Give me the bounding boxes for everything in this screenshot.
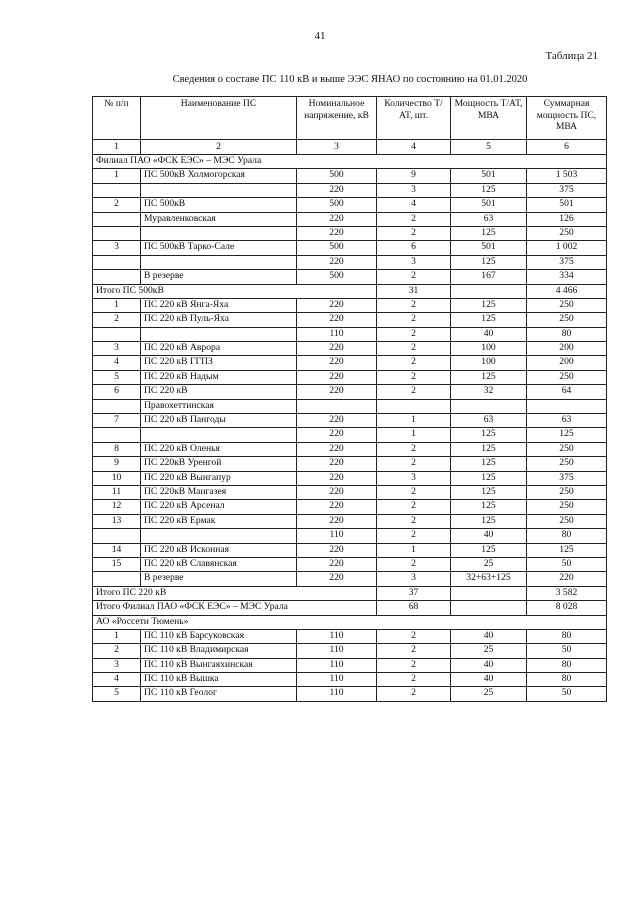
header-cell: Суммарная мощность ПС, МВА xyxy=(527,97,607,140)
column-number: 1 xyxy=(93,140,141,155)
row-number-cell: 2 xyxy=(93,313,141,327)
transformer-power-cell: 125 xyxy=(451,514,527,528)
transformer-count-cell: 2 xyxy=(377,529,451,543)
total-count-cell: 31 xyxy=(377,284,451,298)
transformer-power-cell: 25 xyxy=(451,687,527,701)
transformer-power-cell: 40 xyxy=(451,629,527,643)
transformer-count-cell: 2 xyxy=(377,370,451,384)
transformer-count-cell: 2 xyxy=(377,442,451,456)
table-row xyxy=(93,226,607,240)
transformer-power-cell: 25 xyxy=(451,557,527,571)
row-number-cell xyxy=(93,399,141,413)
transformer-power-cell: 167 xyxy=(451,270,527,284)
voltage-cell: 220 xyxy=(297,385,377,399)
table-row xyxy=(93,298,607,312)
table-row xyxy=(93,529,607,543)
substation-name-cell: В резерве xyxy=(141,572,297,586)
column-number-row xyxy=(93,140,607,155)
table-row xyxy=(93,385,607,399)
total-power-cell: 250 xyxy=(527,370,607,384)
table-row xyxy=(93,572,607,586)
substation-name-cell: ПС 110 кВ Геолог xyxy=(141,687,297,701)
substation-name-cell: ПС 220 кВ Янга-Яха xyxy=(141,298,297,312)
substation-name-cell: В резерве xyxy=(141,270,297,284)
transformer-count-cell: 3 xyxy=(377,255,451,269)
voltage-cell: 220 xyxy=(297,557,377,571)
section-title: Филиал ПАО «ФСК ЕЭС» – МЭС Урала xyxy=(93,155,607,169)
transformer-count-cell: 2 xyxy=(377,385,451,399)
transformer-count-cell: 3 xyxy=(377,572,451,586)
substation-name-cell: ПС 220 кВ Исконная xyxy=(141,543,297,557)
total-power-cell: 375 xyxy=(527,471,607,485)
row-number-cell: 15 xyxy=(93,557,141,571)
total-power-cell: 125 xyxy=(527,543,607,557)
page-number: 41 xyxy=(314,30,326,42)
transformer-power-cell: 25 xyxy=(451,644,527,658)
total-power-cell: 250 xyxy=(527,226,607,240)
transformer-count-cell: 6 xyxy=(377,241,451,255)
table-row xyxy=(93,557,607,571)
voltage-cell: 220 xyxy=(297,414,377,428)
transformer-count-cell: 2 xyxy=(377,226,451,240)
total-power-cell: 50 xyxy=(527,644,607,658)
total-count-cell: 37 xyxy=(377,586,451,600)
total-power-cell: 63 xyxy=(527,414,607,428)
substation-name-cell: ПС 220 кВ Пангоды xyxy=(141,414,297,428)
voltage-cell: 220 xyxy=(297,298,377,312)
transformer-count-cell: 2 xyxy=(377,687,451,701)
transformer-power-cell: 125 xyxy=(451,255,527,269)
table-row xyxy=(93,629,607,643)
transformer-count-cell: 2 xyxy=(377,658,451,672)
substation-name-cell: Правохеттинская xyxy=(141,399,297,413)
table-row xyxy=(93,313,607,327)
transformer-power-cell: 125 xyxy=(451,457,527,471)
transformer-count-cell: 2 xyxy=(377,313,451,327)
total-power-cell xyxy=(527,399,607,413)
transformer-power-cell: 40 xyxy=(451,673,527,687)
section-title: АО «Россети Тюмень» xyxy=(93,615,607,629)
voltage-cell: 110 xyxy=(297,327,377,341)
total-power-cell: 250 xyxy=(527,485,607,499)
transformer-count-cell: 2 xyxy=(377,298,451,312)
table-row xyxy=(93,658,607,672)
row-number-cell xyxy=(93,212,141,226)
total-power-cell: 50 xyxy=(527,687,607,701)
table-row xyxy=(93,370,607,384)
row-number-cell: 7 xyxy=(93,414,141,428)
total-power-cell: 501 xyxy=(527,198,607,212)
document-title: Сведения о составе ПС 110 кВ и выше ЭЭС ЯНАО по состоянию на 01.01.2020 xyxy=(172,74,528,85)
substation-name-cell: ПС 220 кВ Пуль-Яха xyxy=(141,313,297,327)
total-power-cell xyxy=(451,586,527,600)
substation-name-cell: ПС 220кВ Уренгой xyxy=(141,457,297,471)
voltage-cell xyxy=(297,399,377,413)
table-row xyxy=(93,442,607,456)
row-number-cell: 9 xyxy=(93,457,141,471)
transformer-power-cell: 63 xyxy=(451,212,527,226)
substation-name-cell: ПС 220 кВ Арсенал xyxy=(141,500,297,514)
table-row xyxy=(93,414,607,428)
voltage-cell: 220 xyxy=(297,485,377,499)
transformer-power-cell: 125 xyxy=(451,442,527,456)
total-count-cell: 68 xyxy=(377,601,451,615)
total-power-cell: 250 xyxy=(527,442,607,456)
total-power-cell: 334 xyxy=(527,270,607,284)
voltage-cell: 220 xyxy=(297,342,377,356)
substation-name-cell: ПС 110 кВ Барсуковская xyxy=(141,629,297,643)
voltage-cell: 220 xyxy=(297,212,377,226)
table-row xyxy=(93,212,607,226)
transformer-count-cell: 2 xyxy=(377,485,451,499)
substation-name-cell xyxy=(141,327,297,341)
voltage-cell: 220 xyxy=(297,255,377,269)
total-sum-cell: 8 028 xyxy=(527,601,607,615)
total-power-cell: 1 002 xyxy=(527,241,607,255)
voltage-cell: 110 xyxy=(297,658,377,672)
substation-name-cell: ПС 110 кВ Владимирская xyxy=(141,644,297,658)
row-number-cell: 14 xyxy=(93,543,141,557)
table-row xyxy=(93,428,607,442)
transformer-power-cell: 125 xyxy=(451,313,527,327)
total-power-cell: 220 xyxy=(527,572,607,586)
transformer-count-cell: 1 xyxy=(377,414,451,428)
voltage-cell: 220 xyxy=(297,457,377,471)
total-power-cell: 200 xyxy=(527,342,607,356)
header-cell: № п/п xyxy=(93,97,141,140)
total-power-cell xyxy=(451,601,527,615)
total-row xyxy=(93,284,607,298)
transformer-power-cell: 100 xyxy=(451,342,527,356)
substation-name-cell xyxy=(141,183,297,197)
voltage-cell: 500 xyxy=(297,198,377,212)
total-power-cell: 1 503 xyxy=(527,169,607,183)
voltage-cell: 220 xyxy=(297,572,377,586)
column-number: 3 xyxy=(297,140,377,155)
substation-name-cell: ПС 110 кВ Вынгаяхинская xyxy=(141,658,297,672)
row-number-cell xyxy=(93,529,141,543)
transformer-power-cell: 100 xyxy=(451,356,527,370)
row-number-cell: 1 xyxy=(93,629,141,643)
substation-name-cell: ПС 110 кВ Вышка xyxy=(141,673,297,687)
substation-name-cell: ПС 500кВ Холмогорская xyxy=(141,169,297,183)
substation-name-cell xyxy=(141,428,297,442)
voltage-cell: 220 xyxy=(297,313,377,327)
column-number: 2 xyxy=(141,140,297,155)
transformer-count-cell: 3 xyxy=(377,471,451,485)
row-number-cell: 6 xyxy=(93,385,141,399)
transformer-power-cell: 501 xyxy=(451,241,527,255)
total-power-cell: 250 xyxy=(527,298,607,312)
row-number-cell: 4 xyxy=(93,356,141,370)
transformer-count-cell: 2 xyxy=(377,514,451,528)
total-power-cell: 250 xyxy=(527,500,607,514)
total-power-cell: 375 xyxy=(527,255,607,269)
transformer-count-cell: 2 xyxy=(377,644,451,658)
row-number-cell: 3 xyxy=(93,342,141,356)
table-row xyxy=(93,644,607,658)
voltage-cell: 220 xyxy=(297,356,377,370)
row-number-cell xyxy=(93,270,141,284)
total-power-cell: 64 xyxy=(527,385,607,399)
voltage-cell: 220 xyxy=(297,500,377,514)
row-number-cell: 4 xyxy=(93,673,141,687)
row-number-cell: 8 xyxy=(93,442,141,456)
voltage-cell: 220 xyxy=(297,514,377,528)
transformer-power-cell: 125 xyxy=(451,485,527,499)
row-number-cell: 5 xyxy=(93,687,141,701)
transformer-power-cell: 125 xyxy=(451,298,527,312)
total-label: Итого Филиал ПАО «ФСК ЕЭС» – МЭС Урала xyxy=(93,601,377,615)
row-number-cell: 3 xyxy=(93,241,141,255)
row-number-cell: 2 xyxy=(93,644,141,658)
table-row xyxy=(93,183,607,197)
transformer-count-cell: 4 xyxy=(377,198,451,212)
transformer-power-cell: 125 xyxy=(451,370,527,384)
voltage-cell: 220 xyxy=(297,428,377,442)
row-number-cell: 12 xyxy=(93,500,141,514)
transformer-count-cell: 3 xyxy=(377,183,451,197)
transformer-power-cell: 40 xyxy=(451,529,527,543)
total-row xyxy=(93,601,607,615)
substation-name-cell: ПС 220 кВ Надым xyxy=(141,370,297,384)
total-power-cell: 80 xyxy=(527,327,607,341)
transformer-power-cell: 125 xyxy=(451,428,527,442)
table-header xyxy=(93,97,607,155)
table-label: Таблица 21 xyxy=(545,50,598,62)
substation-name-cell xyxy=(141,226,297,240)
voltage-cell: 110 xyxy=(297,529,377,543)
voltage-cell: 500 xyxy=(297,169,377,183)
voltage-cell: 110 xyxy=(297,687,377,701)
total-power-cell: 250 xyxy=(527,313,607,327)
table-row xyxy=(93,342,607,356)
voltage-cell: 500 xyxy=(297,241,377,255)
voltage-cell: 110 xyxy=(297,629,377,643)
total-row xyxy=(93,586,607,600)
header-row xyxy=(93,97,607,140)
table-row xyxy=(93,327,607,341)
row-number-cell: 5 xyxy=(93,370,141,384)
column-number: 5 xyxy=(451,140,527,155)
total-sum-cell: 4 466 xyxy=(527,284,607,298)
total-power-cell: 250 xyxy=(527,457,607,471)
row-number-cell xyxy=(93,428,141,442)
transformer-count-cell: 2 xyxy=(377,212,451,226)
total-label: Итого ПС 500кВ xyxy=(93,284,377,298)
table-row xyxy=(93,457,607,471)
section-row xyxy=(93,615,607,629)
table-row xyxy=(93,485,607,499)
row-number-cell xyxy=(93,255,141,269)
transformer-power-cell: 125 xyxy=(451,471,527,485)
total-power-cell: 50 xyxy=(527,557,607,571)
total-power-cell: 80 xyxy=(527,673,607,687)
table-row xyxy=(93,241,607,255)
table-row xyxy=(93,471,607,485)
total-power-cell: 375 xyxy=(527,183,607,197)
transformer-power-cell: 32+63+125 xyxy=(451,572,527,586)
header-cell: Номинальное напряжение, кВ xyxy=(297,97,377,140)
transformer-count-cell: 2 xyxy=(377,500,451,514)
table-row xyxy=(93,543,607,557)
table-row xyxy=(93,198,607,212)
substation-name-cell: ПС 220 кВ ГГПЗ xyxy=(141,356,297,370)
transformer-count-cell xyxy=(377,399,451,413)
voltage-cell: 220 xyxy=(297,471,377,485)
substation-name-cell: ПС 500кВ Тарко-Сале xyxy=(141,241,297,255)
substation-name-cell: ПС 220 кВ Ермак xyxy=(141,514,297,528)
transformer-power-cell: 501 xyxy=(451,169,527,183)
column-number: 6 xyxy=(527,140,607,155)
row-number-cell: 11 xyxy=(93,485,141,499)
total-power-cell: 125 xyxy=(527,428,607,442)
voltage-cell: 220 xyxy=(297,543,377,557)
total-power-cell: 80 xyxy=(527,629,607,643)
row-number-cell: 10 xyxy=(93,471,141,485)
voltage-cell: 110 xyxy=(297,673,377,687)
table-row xyxy=(93,169,607,183)
table-body xyxy=(93,155,607,702)
transformer-power-cell: 125 xyxy=(451,500,527,514)
total-power-cell: 80 xyxy=(527,658,607,672)
table-row xyxy=(93,687,607,701)
row-number-cell: 1 xyxy=(93,298,141,312)
transformer-count-cell: 2 xyxy=(377,327,451,341)
table-row xyxy=(93,514,607,528)
transformer-power-cell: 501 xyxy=(451,198,527,212)
voltage-cell: 110 xyxy=(297,644,377,658)
transformer-count-cell: 2 xyxy=(377,673,451,687)
transformer-power-cell: 125 xyxy=(451,543,527,557)
section-row xyxy=(93,155,607,169)
transformer-power-cell: 125 xyxy=(451,183,527,197)
row-number-cell xyxy=(93,183,141,197)
table-row xyxy=(93,270,607,284)
row-number-cell xyxy=(93,226,141,240)
table-row xyxy=(93,356,607,370)
table-row xyxy=(93,500,607,514)
transformer-count-cell: 2 xyxy=(377,629,451,643)
transformer-power-cell: 63 xyxy=(451,414,527,428)
total-label: Итого ПС 220 кВ xyxy=(93,586,377,600)
total-power-cell: 126 xyxy=(527,212,607,226)
column-number: 4 xyxy=(377,140,451,155)
transformer-count-cell: 2 xyxy=(377,457,451,471)
substation-name-cell: ПС 220 кВ Славянская xyxy=(141,557,297,571)
substation-name-cell: ПС 220 кВ Вынгапур xyxy=(141,471,297,485)
voltage-cell: 220 xyxy=(297,183,377,197)
transformer-power-cell: 40 xyxy=(451,327,527,341)
total-power-cell: 80 xyxy=(527,529,607,543)
total-power-cell xyxy=(451,284,527,298)
header-cell: Наименование ПС xyxy=(141,97,297,140)
transformer-power-cell: 125 xyxy=(451,226,527,240)
substation-name-cell: ПС 500кВ xyxy=(141,198,297,212)
substation-name-cell: ПС 220кВ Мангазея xyxy=(141,485,297,499)
row-number-cell xyxy=(93,327,141,341)
table-row xyxy=(93,255,607,269)
transformer-count-cell: 2 xyxy=(377,557,451,571)
substation-name-cell: Муравленковская xyxy=(141,212,297,226)
row-number-cell: 13 xyxy=(93,514,141,528)
total-power-cell: 200 xyxy=(527,356,607,370)
voltage-cell: 220 xyxy=(297,370,377,384)
row-number-cell xyxy=(93,572,141,586)
row-number-cell: 2 xyxy=(93,198,141,212)
substation-name-cell: ПС 220 кВ Оленья xyxy=(141,442,297,456)
transformer-power-cell: 32 xyxy=(451,385,527,399)
transformer-count-cell: 1 xyxy=(377,428,451,442)
transformer-power-cell: 40 xyxy=(451,658,527,672)
table-row xyxy=(93,399,607,413)
transformer-power-cell xyxy=(451,399,527,413)
voltage-cell: 500 xyxy=(297,270,377,284)
header-cell: Количество Т/АТ, шт. xyxy=(377,97,451,140)
transformer-count-cell: 9 xyxy=(377,169,451,183)
transformer-count-cell: 2 xyxy=(377,270,451,284)
substation-name-cell: ПС 220 кВ Аврора xyxy=(141,342,297,356)
header-cell: Мощность Т/АТ, МВА xyxy=(451,97,527,140)
voltage-cell: 220 xyxy=(297,442,377,456)
row-number-cell: 1 xyxy=(93,169,141,183)
voltage-cell: 220 xyxy=(297,226,377,240)
substation-name-cell xyxy=(141,255,297,269)
total-sum-cell: 3 582 xyxy=(527,586,607,600)
table-row xyxy=(93,673,607,687)
row-number-cell: 3 xyxy=(93,658,141,672)
transformer-count-cell: 1 xyxy=(377,543,451,557)
substation-name-cell xyxy=(141,529,297,543)
substations-table xyxy=(92,96,607,702)
total-power-cell: 250 xyxy=(527,514,607,528)
substation-name-cell: ПС 220 кВ xyxy=(141,385,297,399)
transformer-count-cell: 2 xyxy=(377,342,451,356)
transformer-count-cell: 2 xyxy=(377,356,451,370)
